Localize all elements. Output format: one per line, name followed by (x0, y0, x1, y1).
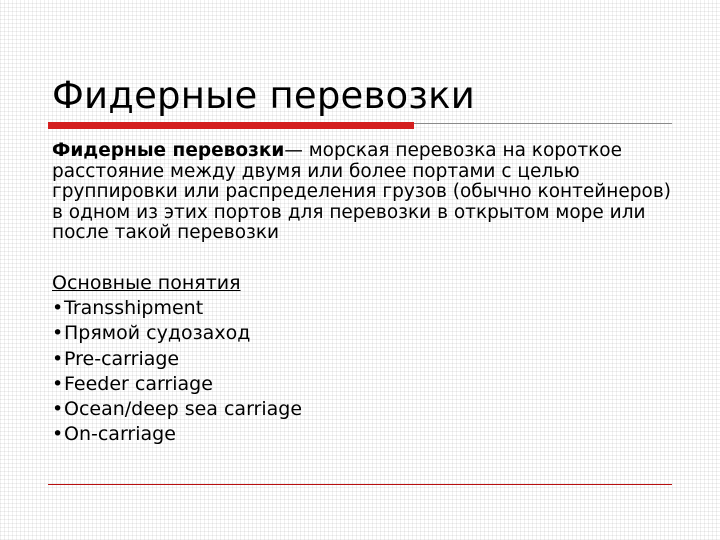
list-item (52, 397, 652, 422)
bullet-icon: • (52, 297, 64, 320)
definition-text: — морская перевозка на короткое расстояние между двумя или более портами с целью группировки или распределения грузов (обычно контейнеров) в одном из этих портов для перевозки в открытом море или после такой перевозки (52, 140, 671, 243)
list-item-label: Ocean/deep sea carriage (64, 398, 303, 421)
definition-paragraph (52, 141, 676, 244)
list-item (52, 347, 652, 372)
list-item-label: Feeder carriage (64, 372, 213, 395)
list-item-label: Pre-carriage (64, 347, 180, 370)
list-item (52, 372, 652, 397)
definition-term: Фидерные перевозки (52, 140, 285, 161)
list-item (52, 321, 652, 346)
concepts-section (52, 271, 652, 447)
list-item (52, 422, 652, 447)
list-item-label: Прямой судозаход (64, 322, 251, 345)
bullet-icon: • (52, 322, 64, 345)
title-accent-bar (48, 122, 414, 129)
bullet-icon: • (52, 398, 64, 421)
list-item-label: On-carriage (64, 423, 176, 446)
slide-title: Фидерные перевозки (52, 74, 475, 117)
bullet-icon: • (52, 372, 64, 395)
concepts-heading: Основные понятия (52, 272, 241, 294)
bullet-icon: • (52, 423, 64, 446)
list-item-label: Transshipment (64, 297, 204, 320)
concepts-list (52, 296, 652, 447)
footer-rule (48, 484, 672, 485)
list-item (52, 296, 652, 321)
bullet-icon: • (52, 347, 64, 370)
